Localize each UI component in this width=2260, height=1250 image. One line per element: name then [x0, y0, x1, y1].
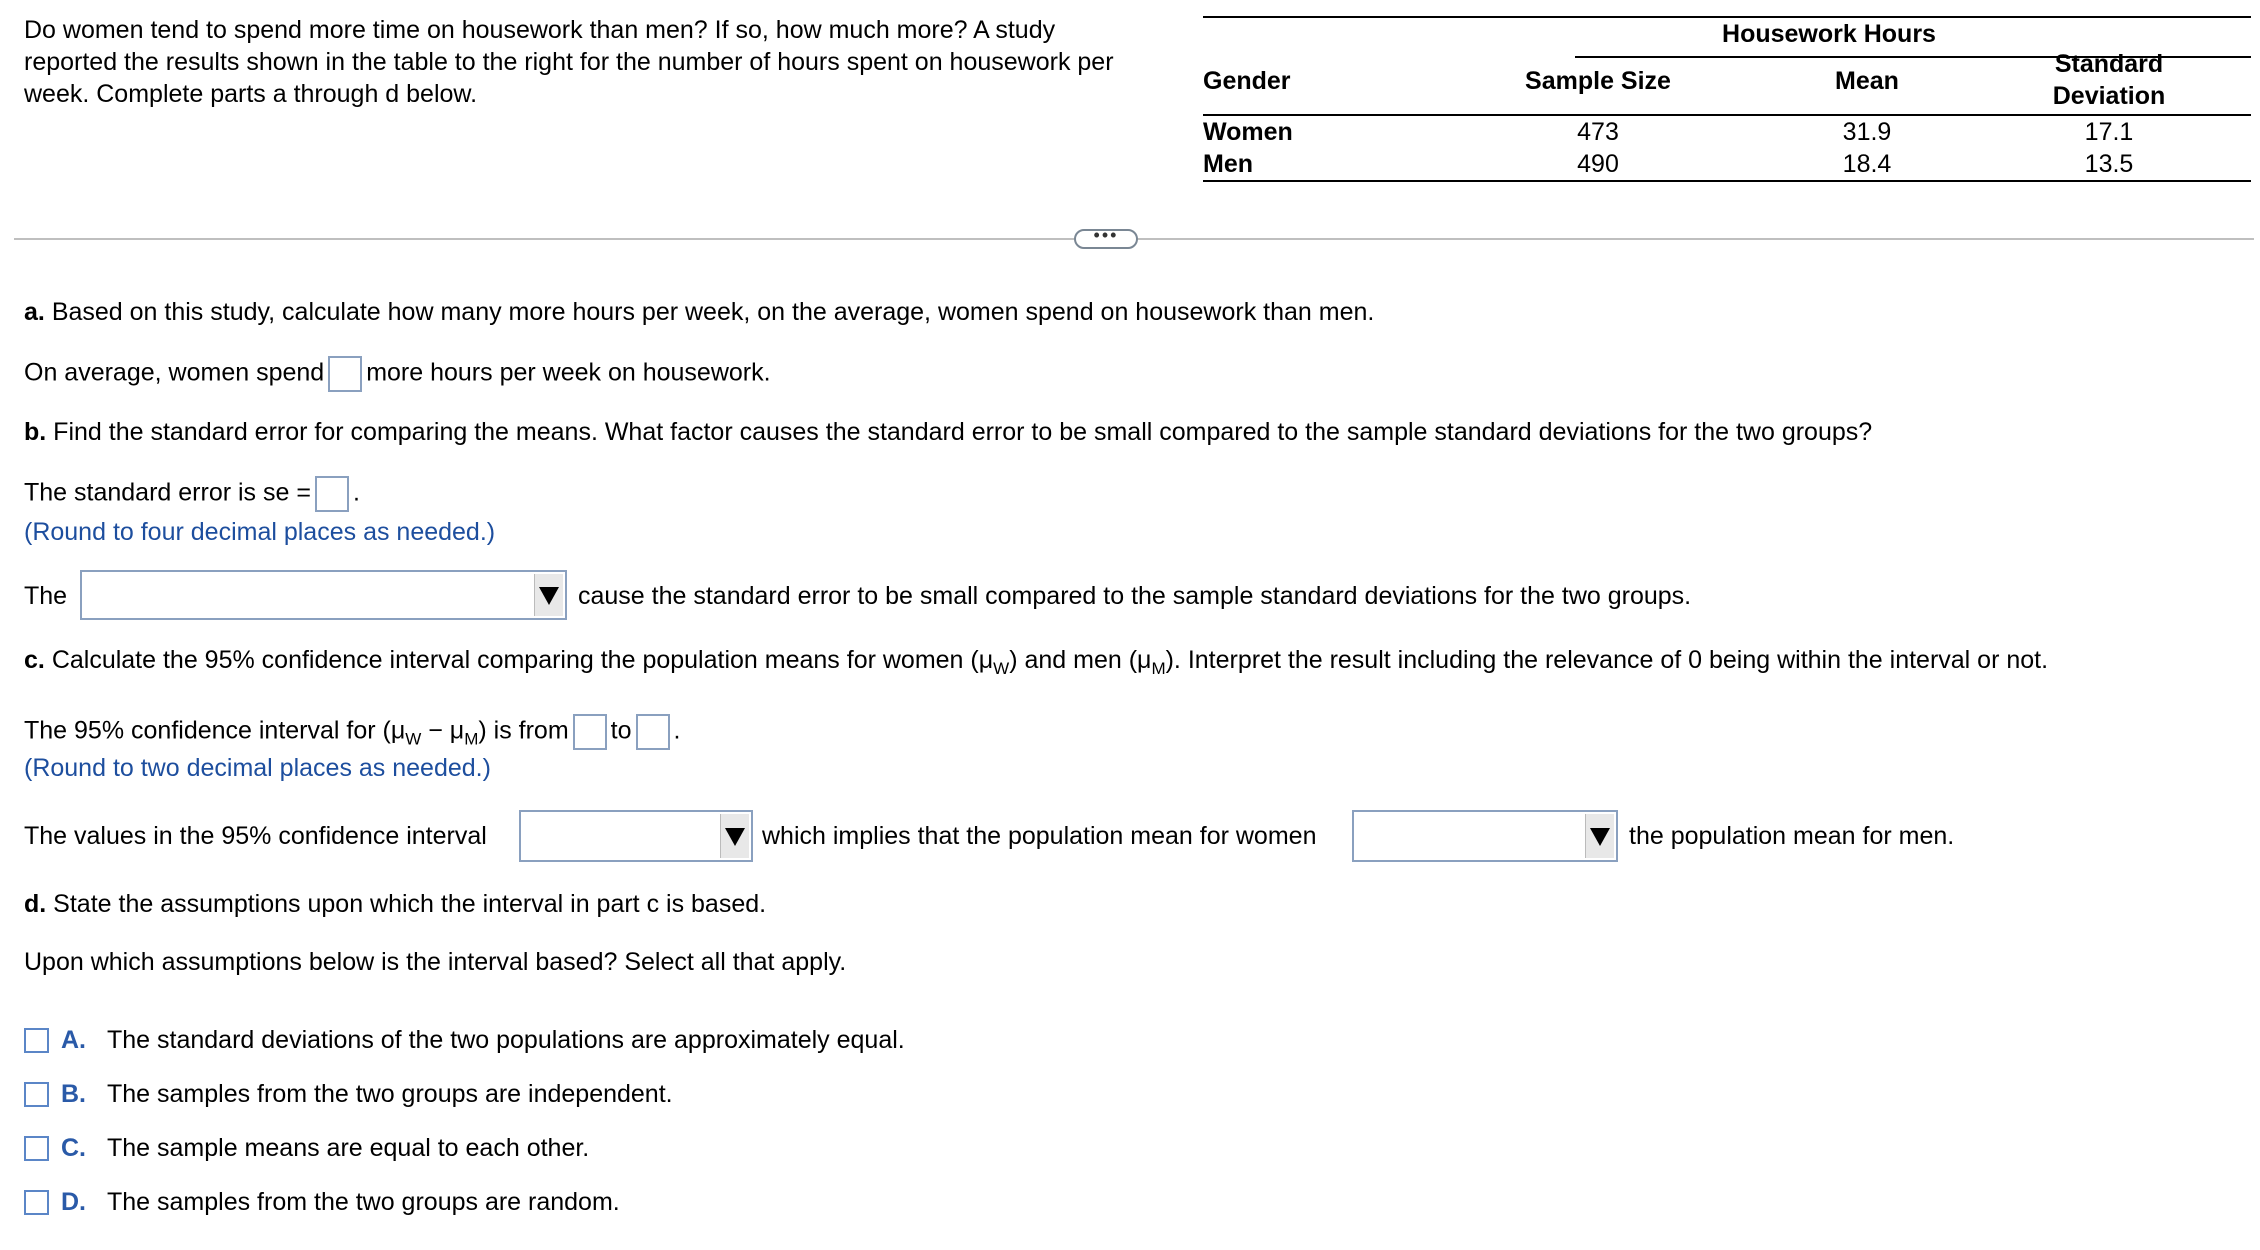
- part-b-question: [24, 416, 1872, 448]
- part-a-answer-pre: On average, women spend: [24, 358, 325, 387]
- ci-period: .: [673, 716, 681, 745]
- table-header-sample-size: Sample Size: [1525, 67, 1671, 95]
- ci-label-pre: The 95% confidence interval for (μ: [24, 716, 406, 745]
- more-button[interactable]: •••: [1074, 229, 1138, 249]
- assumption-option-a[interactable]: [24, 1024, 905, 1056]
- option-letter: D.: [61, 1188, 86, 1216]
- part-d-text: State the assumptions upon which the interval in part c is based.: [53, 890, 767, 918]
- table-header-sd-line2: Deviation: [2052, 82, 2166, 110]
- difference-input[interactable]: [328, 356, 362, 392]
- checkbox[interactable]: [24, 1028, 49, 1053]
- ci-upper-input[interactable]: [636, 714, 670, 750]
- part-c-text-pre: Calculate the 95% confidence interval comparing the population means for women (μ: [51, 646, 994, 674]
- part-c-text-post: ). Interpret the result including the relevance of 0 being within the interval or not.: [1165, 646, 2049, 674]
- part-c-question: [24, 644, 2048, 685]
- table-header-mean: Mean: [1835, 67, 1899, 95]
- table-header-sd-line1: Standard: [2054, 50, 2164, 78]
- option-letter: B.: [61, 1080, 86, 1108]
- checkbox[interactable]: [24, 1136, 49, 1161]
- checkbox[interactable]: [24, 1082, 49, 1107]
- subscript-w: W: [405, 729, 422, 749]
- option-text: The standard deviations of the two populations are approximately equal.: [107, 1026, 905, 1054]
- option-letter: A.: [61, 1026, 86, 1054]
- part-b-text: Find the standard error for comparing the means. What factor causes the standard error to be small compared to the sample standard deviations for the two groups?: [53, 418, 1873, 446]
- table-row-sd: 17.1: [2084, 118, 2134, 146]
- subscript-w: W: [993, 659, 1010, 678]
- chevron-down-icon: [720, 814, 749, 858]
- part-a-question: [24, 296, 1374, 328]
- part-c-text-mid: ) and men (μ: [1009, 646, 1152, 674]
- intro-text: Do women tend to spend more time on housework than men? If so, how much more? A study reported the results shown in the table to the right for the number of hours spent on housework per week. Complete parts a through d below.: [24, 16, 1114, 108]
- ci-label-mid: ) is from: [478, 716, 569, 745]
- part-d-label: d.: [24, 890, 47, 918]
- part-c-hint: (Round to two decimal places as needed.): [24, 754, 491, 782]
- se-label: The standard error is se =: [24, 478, 311, 507]
- table-row-gender: Men: [1203, 150, 1253, 178]
- option-text: The samples from the two groups are random.: [107, 1188, 620, 1216]
- ci-lower-input[interactable]: [573, 714, 607, 750]
- chevron-down-icon: [1585, 814, 1614, 858]
- factor-post-label: cause the standard error to be small compared to the sample standard deviations for the two groups.: [578, 582, 1692, 610]
- part-c-label: c.: [24, 646, 45, 674]
- values-mid-label: which implies that the population mean for women: [762, 822, 1317, 850]
- ci-minus: − μ: [421, 716, 465, 745]
- part-b-hint: (Round to four decimal places as needed.): [24, 518, 496, 546]
- table-row-sample-size: 490: [1577, 150, 1619, 178]
- assumption-option-c[interactable]: [24, 1132, 589, 1164]
- option-text: The sample means are equal to each other.: [107, 1134, 590, 1162]
- checkbox[interactable]: [24, 1190, 49, 1215]
- factor-dropdown[interactable]: [80, 570, 567, 620]
- values-dropdown[interactable]: [519, 810, 753, 862]
- part-b-label: b.: [24, 418, 47, 446]
- values-pre-label: The values in the 95% confidence interval: [24, 822, 487, 850]
- part-b-se-row: [24, 476, 360, 512]
- part-a-answer-row: [24, 356, 771, 392]
- comparison-dropdown[interactable]: [1352, 810, 1618, 862]
- assumption-option-d[interactable]: [24, 1186, 620, 1218]
- part-a-text: Based on this study, calculate how many more hours per week, on the average, women spend on housework than men.: [51, 298, 1375, 326]
- table-row-gender: Women: [1203, 118, 1293, 146]
- ci-to-label: to: [610, 716, 632, 745]
- assumption-option-b[interactable]: [24, 1078, 673, 1110]
- option-text: The samples from the two groups are independent.: [107, 1080, 673, 1108]
- part-d-question: [24, 888, 766, 920]
- option-letter: C.: [61, 1134, 86, 1162]
- table-row-sample-size: 473: [1577, 118, 1619, 146]
- subscript-m: M: [1151, 659, 1166, 678]
- part-a-answer-post: more hours per week on housework.: [366, 358, 771, 387]
- table-row-mean: 18.4: [1842, 150, 1892, 178]
- chevron-down-icon: [534, 574, 563, 616]
- se-period: .: [352, 478, 360, 507]
- table-bottom-rule: [1203, 180, 2251, 182]
- table-header-gender: Gender: [1203, 67, 1291, 95]
- part-d-prompt: Upon which assumptions below is the interval based? Select all that apply.: [24, 948, 847, 976]
- table-row-mean: 31.9: [1842, 118, 1892, 146]
- part-c-ci-row: [24, 714, 680, 756]
- values-post-label: the population mean for men.: [1629, 822, 1955, 850]
- table-group-header: Housework Hours: [1722, 20, 1936, 48]
- subscript-m: M: [464, 729, 479, 749]
- factor-pre-label: The: [24, 582, 68, 610]
- table-row-sd: 13.5: [2084, 150, 2134, 178]
- part-a-label: a.: [24, 298, 45, 326]
- standard-error-input[interactable]: [315, 476, 349, 512]
- housework-table: [1203, 16, 2251, 182]
